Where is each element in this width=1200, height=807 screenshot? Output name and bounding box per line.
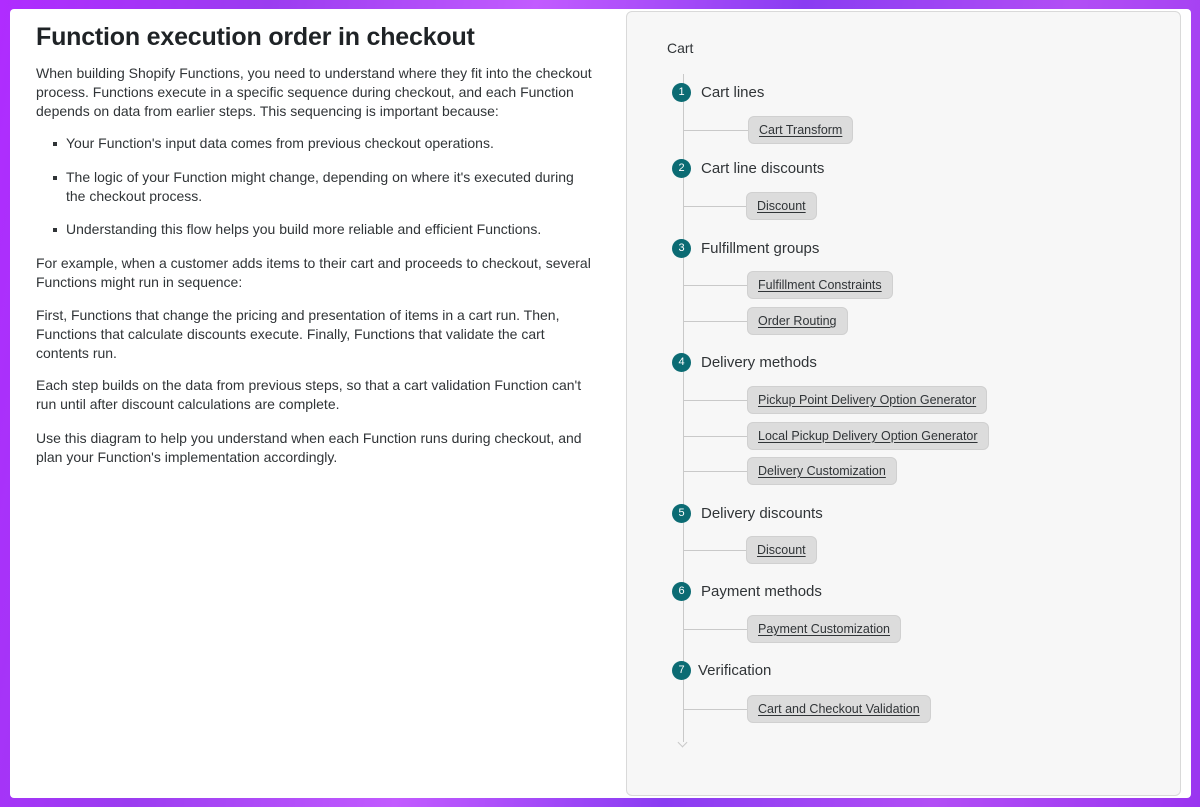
branch-line [684,285,747,286]
step-label: Delivery methods [701,354,817,371]
branch-line [684,629,747,630]
function-chip-discount[interactable]: Discount [746,536,817,564]
arrow-down-icon [678,738,688,748]
sequence-paragraph: First, Functions that change the pricing and presentation of items in a cart run. Then, Functions that calculate discounts execute. Finally, Functions that validate the cart contents run. [36,307,560,361]
intro-paragraph: When building Shopify Functions, you need to understand where they fit into the checkout process. Functions execute in a specific sequence during checkout, and each Function depends on data from earlier steps. This sequencing is important because: [36,65,592,119]
function-chip-payment-customization[interactable]: Payment Customization [747,615,901,643]
usage-paragraph: Use this diagram to help you understand when each Function runs during checkout, and plan your Function's implementation accordingly. [36,430,582,465]
step-label: Payment methods [701,583,822,600]
list-item: Understanding this flow helps you build more reliable and efficient Functions. [53,220,594,239]
branch-line [684,400,747,401]
function-chip-cart-and-checkout-validation[interactable]: Cart and Checkout Validation [747,695,931,723]
diagram-root-label: Cart [667,40,694,56]
dependency-paragraph: Each step builds on the data from previous steps, so that a cart validation Function can't run until after discount calculations are complete. [36,377,582,412]
execution-order-diagram [626,11,1181,796]
example-paragraph: For example, when a customer adds items to their cart and proceeds to checkout, several Functions might run in sequence: [36,255,591,290]
branch-line [684,550,746,551]
step-number-badge: 1 [672,83,691,102]
content-frame [10,9,1191,798]
function-chip-local-pickup-delivery-option-generator[interactable]: Local Pickup Delivery Option Generator [747,422,989,450]
page-title: Function execution order in checkout [36,23,475,51]
branch-line [684,709,747,710]
function-chip-order-routing[interactable]: Order Routing [747,307,848,335]
function-chip-discount[interactable]: Discount [746,192,817,220]
branch-line [684,471,747,472]
step-number-badge: 4 [672,353,691,372]
step-number-badge: 6 [672,582,691,601]
list-item: Your Function's input data comes from previous checkout operations. [53,134,594,153]
step-label: Fulfillment groups [701,240,820,257]
list-item: The logic of your Function might change, depending on where it's executed during the checkout process. [53,168,594,206]
step-number-badge: 2 [672,159,691,178]
branch-line [684,321,747,322]
step-number-badge: 7 [672,661,691,680]
function-chip-fulfillment-constraints[interactable]: Fulfillment Constraints [747,271,893,299]
function-chip-cart-transform[interactable]: Cart Transform [748,116,853,144]
branch-line [684,130,748,131]
step-label: Cart line discounts [701,160,825,177]
function-chip-delivery-customization[interactable]: Delivery Customization [747,457,897,485]
step-label: Cart lines [701,84,765,101]
function-chip-pickup-point-delivery-option-generator[interactable]: Pickup Point Delivery Option Generator [747,386,987,414]
step-number-badge: 3 [672,239,691,258]
branch-line [684,436,747,437]
step-label: Delivery discounts [701,505,823,522]
step-label: Verification [698,662,772,679]
branch-line [684,206,746,207]
step-number-badge: 5 [672,504,691,523]
